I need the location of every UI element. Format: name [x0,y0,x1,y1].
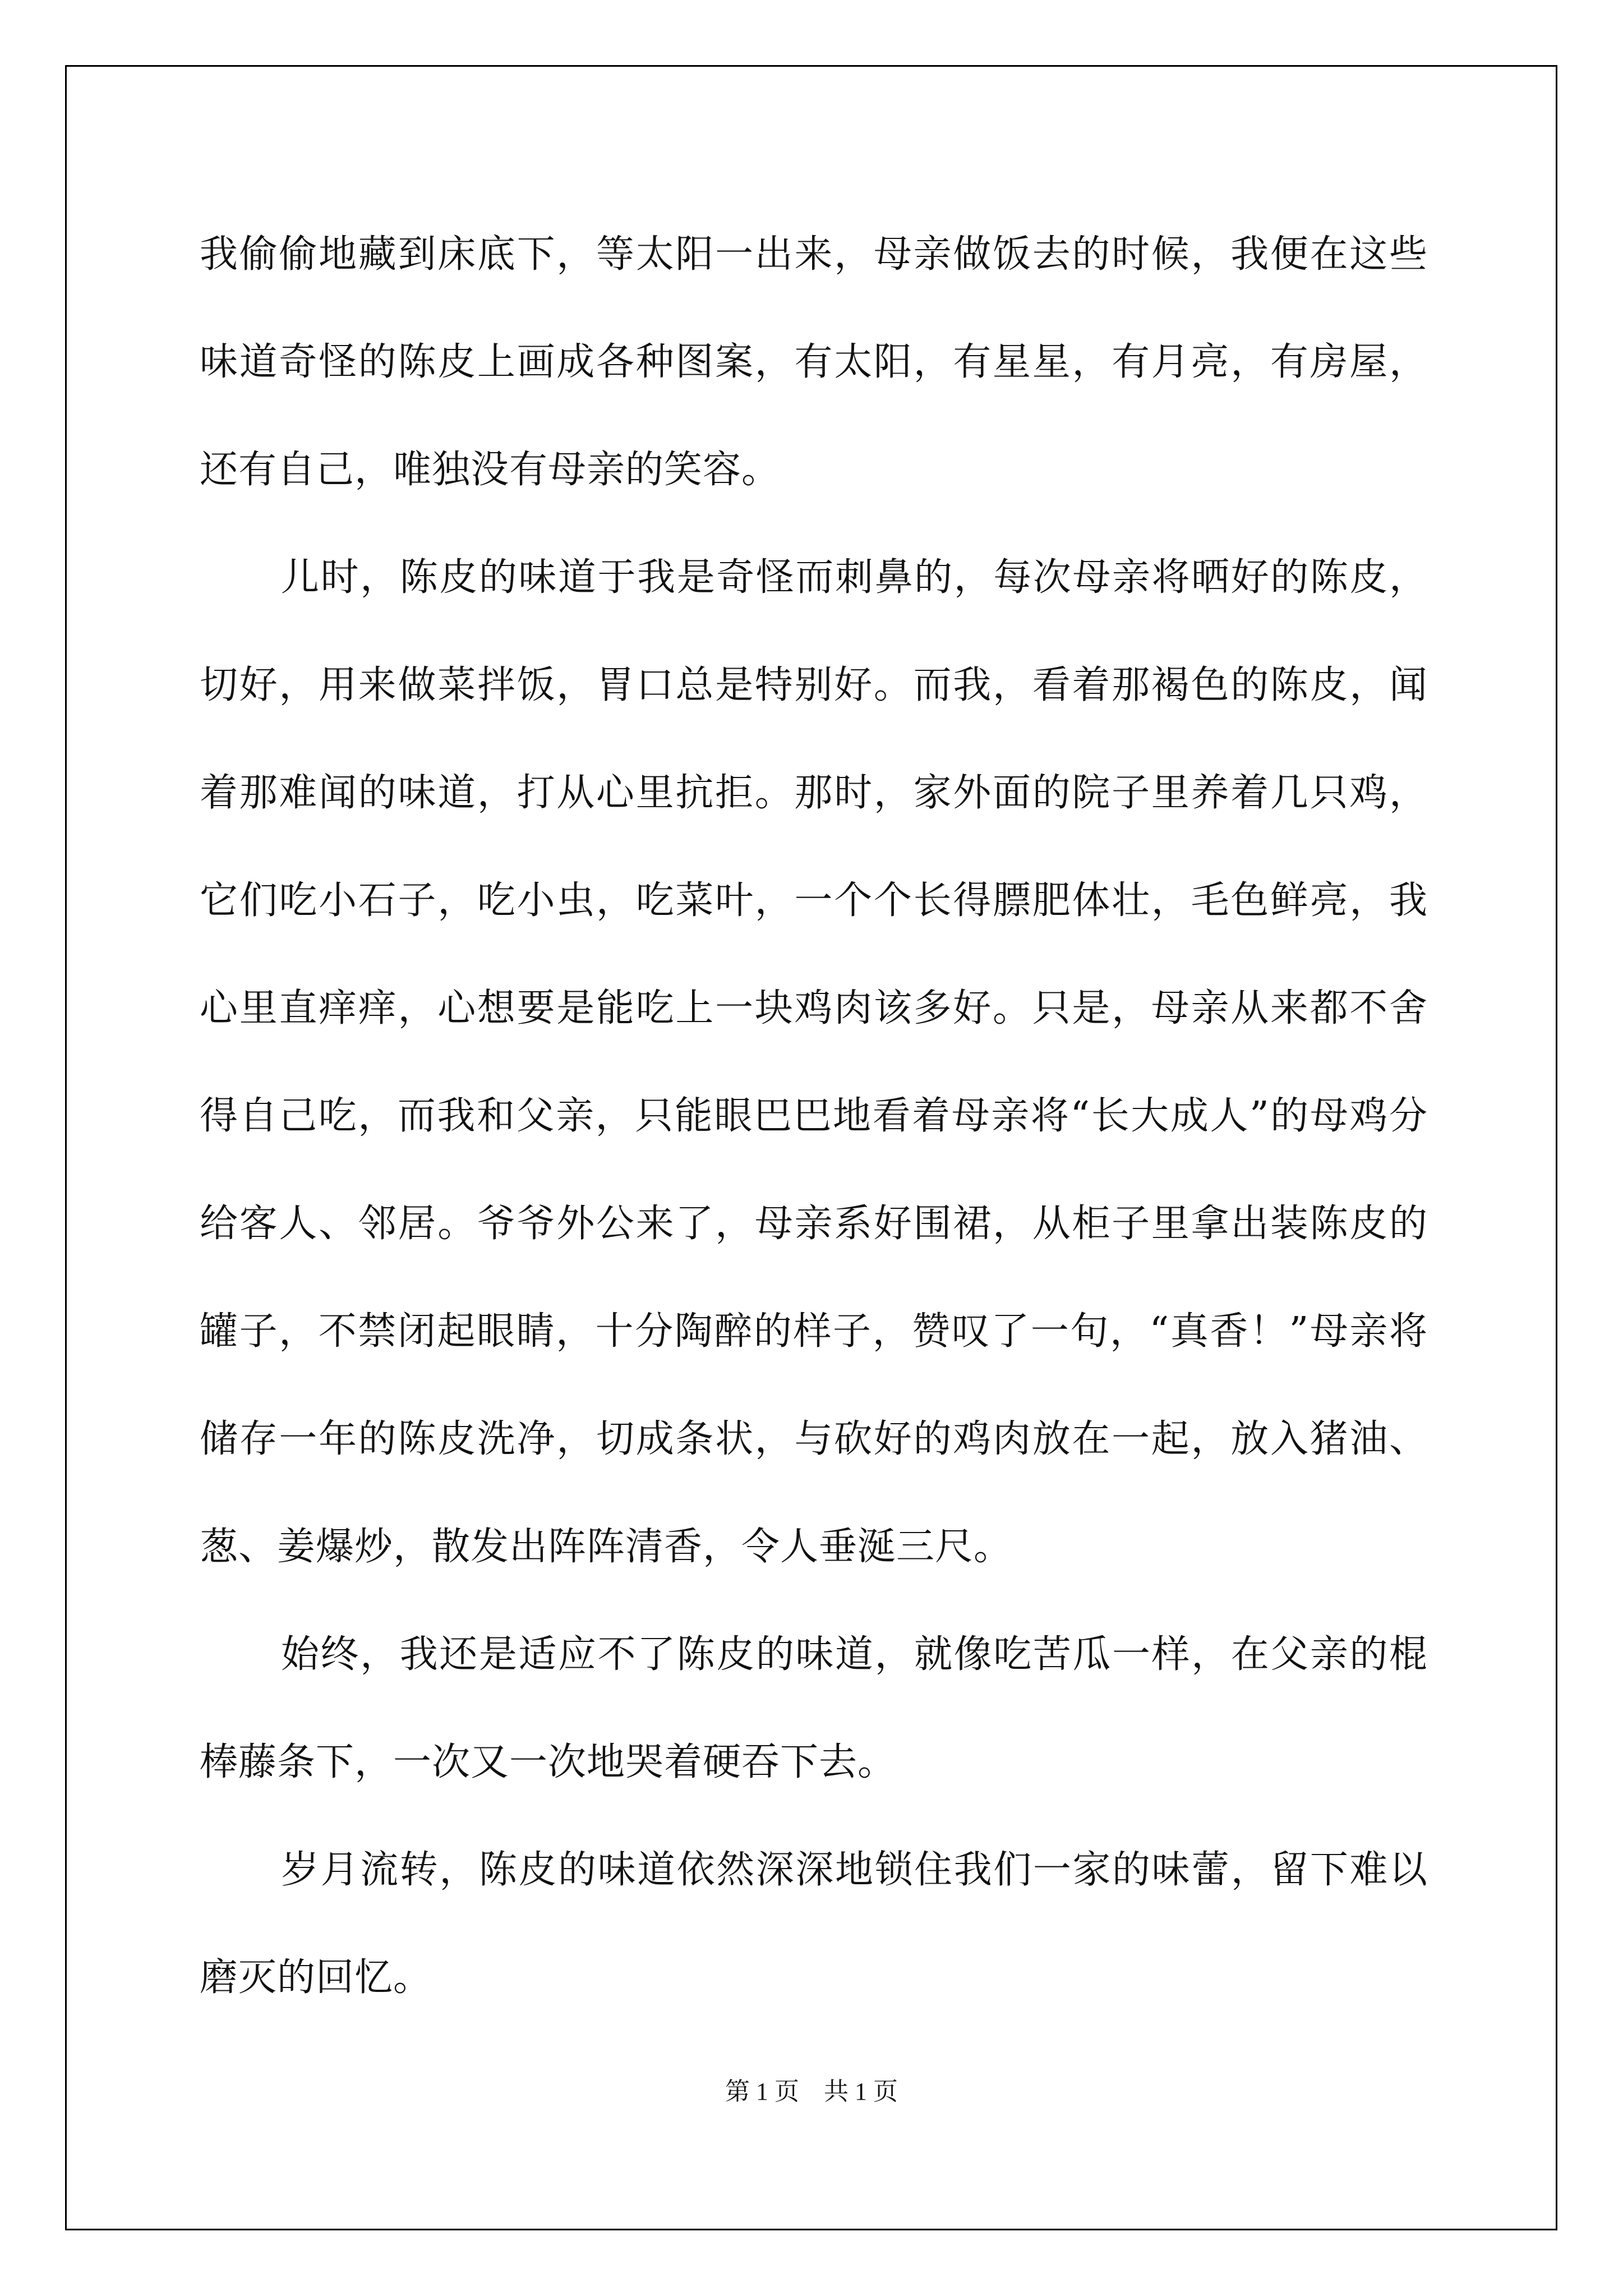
document-body [200,201,1428,2032]
paragraph-1: 我偷偷地藏到床底下，等太阳一出来，母亲做饭去的时候，我便在这些味道奇怪的陈皮上画成各种图案，有太阳，有星星，有月亮，有房屋，还有自己，唯独没有母亲的笑容。 [200,232,1428,492]
page-number-footer: 第 1 页 共 1 页 [725,2078,898,2105]
paragraph-2: 儿时，陈皮的味道于我是奇怪而刺鼻的，每次母亲将晒好的陈皮，切好，用来做菜拌饭，胃口总是特别好。而我，看着那褐色的陈皮，闻着那难闻的味道，打从心里抗拒。那时，家外面的院子里养着几只鸡，它们吃小石子，吃小虫，吃菜叶，一个个长得膘肥体壮，毛色鲜亮，我心里直痒痒，心想要是能吃上一块鸡肉该多好。只是，母亲从来都不舍得自己吃，而我和父亲，只能眼巴巴地看着母亲将“长大成人”的母鸡分给客人、邻居。爷爷外公来了，母亲系好围裙，从柜子里拿出装陈皮的罐子，不禁闭起眼睛，十分陶醉的样子，赞叹了一句，“真香！”母亲将储存一年的陈皮洗净，切成条状，与砍好的鸡肉放在一起，放入猪油、葱、姜爆炒，散发出阵阵清香，令人垂涎三尺。 [200,555,1428,1569]
paragraph-4: 岁月流转，陈皮的味道依然深深地锁住我们一家的味蕾，留下难以磨灭的回忆。 [200,1848,1428,2000]
paragraph-3: 始终，我还是适应不了陈皮的味道，就像吃苦瓜一样，在父亲的棍棒藤条下，一次又一次地哭着硬吞下去。 [200,1632,1428,1784]
